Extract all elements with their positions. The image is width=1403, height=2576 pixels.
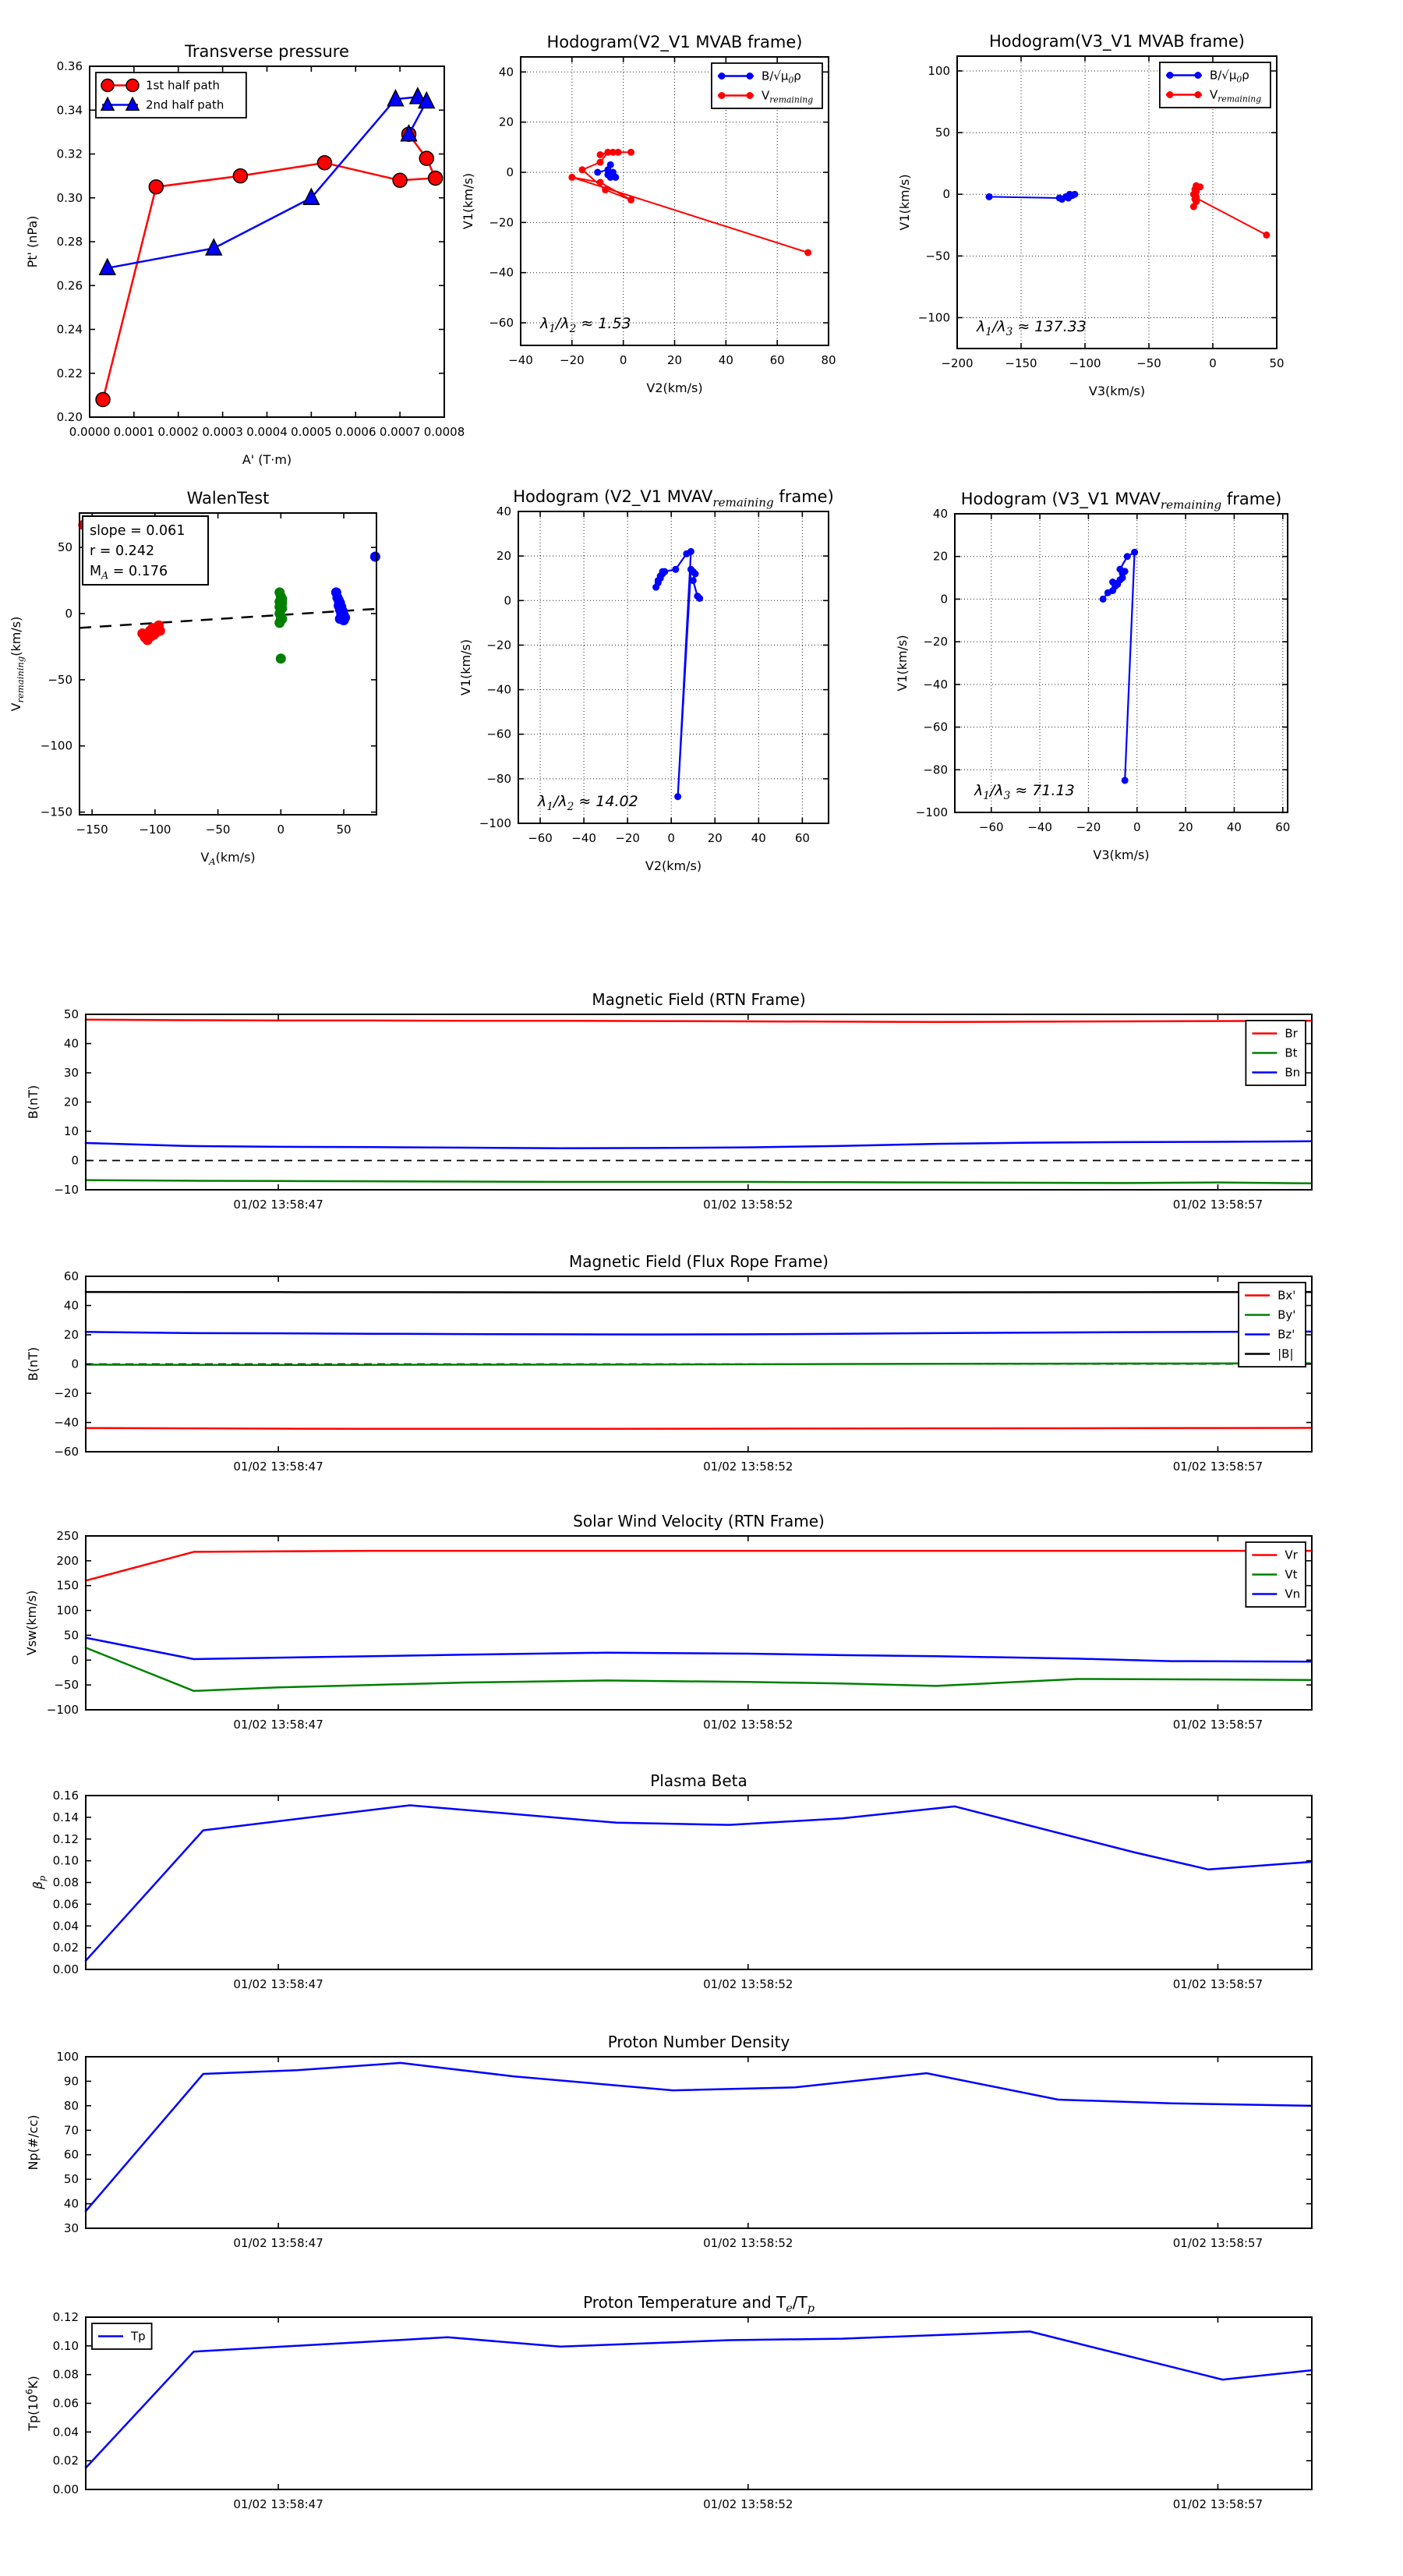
y-tick-label: 0 [65, 607, 72, 621]
x-tick-label: −150 [1005, 356, 1037, 370]
y-tick-label: −40 [486, 682, 511, 697]
y-tick-label: 0.06 [52, 1897, 79, 1912]
x-tick-label: 20 [707, 831, 723, 845]
legend-label: Vn [1285, 1587, 1301, 1601]
y-tick-label: 20 [498, 115, 514, 129]
y-tick-label: 0.08 [52, 2367, 79, 2382]
y-tick-label: −20 [54, 1386, 79, 1400]
y-axis-label: $Tp(10^6K)$ [23, 2376, 41, 2431]
marker-circle [149, 180, 163, 194]
x-tick-label: 01/02 13:58:57 [1172, 1977, 1263, 1991]
x-tick-label: −100 [1069, 356, 1101, 370]
x-tick-label: 50 [1269, 356, 1285, 370]
marker-circle [627, 196, 634, 203]
series-Bz-prime [86, 1332, 1312, 1335]
panel-title: Solar Wind Velocity (RTN Frame) [573, 1512, 825, 1530]
marker-circle [96, 393, 110, 407]
y-tick-label: 250 [56, 1529, 79, 1543]
marker-circle [1100, 596, 1107, 603]
panel-hodogram-v2v1-mvav [458, 487, 834, 873]
legend [1160, 62, 1270, 108]
y-tick-label: 0 [506, 165, 514, 179]
series-Tp [86, 2331, 1312, 2468]
axes-box [86, 1536, 1312, 1710]
x-tick-label: −20 [1076, 820, 1101, 834]
x-tick-label: 01/02 13:58:47 [233, 2497, 323, 2511]
x-tick-label: 01/02 13:58:52 [703, 2497, 793, 2511]
x-tick-label: −100 [139, 823, 171, 837]
legend [1246, 1021, 1306, 1085]
y-tick-label: −20 [486, 638, 511, 653]
panel-title: Transverse pressure [185, 42, 349, 61]
x-tick-label: 01/02 13:58:52 [703, 1198, 793, 1212]
y-tick-label: 70 [63, 2123, 79, 2138]
marker-circle [1263, 232, 1270, 239]
y-tick-label: 100 [928, 63, 950, 78]
y-tick-label: 40 [63, 2196, 79, 2211]
x-tick-label: 0.0006 [335, 425, 376, 439]
legend [712, 63, 822, 108]
legend-label: $B/√\mu_0\rho$ [761, 69, 801, 86]
legend-label: Tp [131, 2329, 146, 2344]
y-tick-label: −150 [40, 805, 72, 819]
x-tick-label: −200 [941, 356, 974, 370]
x-tick-label: 40 [751, 831, 766, 845]
marker-circle [1131, 549, 1138, 556]
y-axis-label: B(nT) [26, 1346, 41, 1382]
y-tick-label: 0.16 [52, 1789, 79, 1803]
y-tick-label: 0 [71, 1653, 79, 1668]
y-tick-label: 0.36 [56, 59, 83, 73]
legend [92, 2323, 152, 2349]
x-tick-label: 40 [718, 353, 733, 367]
y-tick-label: 0 [940, 592, 948, 607]
marker-circle [597, 159, 604, 166]
marker-circle [1166, 72, 1173, 79]
y-tick-label: 0.04 [52, 2425, 79, 2440]
y-axis-label: Np(#/cc) [26, 2114, 41, 2171]
y-tick-label: −100 [915, 805, 948, 819]
panel-hodogram-v2v1-mvab [461, 33, 836, 395]
y-tick-label: −20 [923, 635, 948, 649]
x-tick-label: 01/02 13:58:52 [703, 2236, 793, 2250]
series-V-remaining [1193, 186, 1267, 235]
x-tick-label: 0.0002 [157, 425, 199, 439]
y-tick-label: 40 [496, 504, 511, 518]
x-tick-label: 20 [1178, 820, 1193, 834]
y-tick-label: 0.30 [56, 190, 83, 205]
y-tick-label: 0.12 [52, 1831, 79, 1846]
axes-box [86, 2057, 1312, 2228]
marker-circle [597, 179, 604, 186]
y-tick-label: 60 [63, 2147, 79, 2162]
x-tick-label: 01/02 13:58:57 [1172, 1460, 1263, 1474]
marker-circle [718, 92, 725, 99]
y-tick-label: 0.08 [52, 1875, 79, 1890]
y-tick-label: 90 [63, 2074, 79, 2089]
marker-circle [317, 156, 331, 170]
x-tick-label: 0 [1133, 820, 1141, 834]
marker-circle [1190, 203, 1197, 211]
legend-label: 1st half path [146, 78, 221, 93]
series-B-magnitude [86, 1292, 1312, 1293]
y-tick-label: 0.00 [52, 2482, 79, 2496]
y-tick-label: 50 [63, 1007, 79, 1021]
y-tick-label: 0.06 [52, 2396, 79, 2411]
lambda-annotation: $\lambda_1/\lambda_3 \approx 137.33$ [977, 318, 1087, 338]
marker-circle [1116, 566, 1123, 573]
marker-circle [690, 577, 697, 584]
x-axis-label: V3(km/s) [1093, 847, 1150, 862]
y-axis-label: V1(km/s) [458, 639, 473, 696]
x-axis-label: A' (T·m) [242, 452, 292, 467]
marker-circle [692, 571, 699, 578]
y-tick-label: 50 [63, 2172, 79, 2187]
series-Bn [86, 1141, 1312, 1148]
panel-transverse-pressure [25, 42, 465, 467]
marker-circle [1193, 194, 1200, 201]
y-tick-label: 0.24 [56, 322, 83, 337]
y-tick-label: −100 [479, 816, 511, 830]
x-tick-label: 0.0005 [291, 425, 332, 439]
y-tick-label: −60 [923, 720, 948, 734]
lambda-annotation: $\lambda_1/\lambda_2 \approx 1.53$ [540, 315, 631, 335]
marker-circle [1166, 91, 1173, 98]
x-tick-label: 50 [336, 823, 352, 837]
x-tick-label: 0.0001 [113, 425, 155, 439]
series-hodogram-path [656, 551, 700, 796]
x-tick-label: 0.0004 [246, 425, 288, 439]
x-tick-label: 01/02 13:58:52 [703, 1977, 793, 1991]
x-tick-label: −50 [1136, 356, 1161, 370]
stats-line: r = 0.242 [90, 543, 155, 559]
marker-circle [1122, 777, 1129, 784]
marker-circle [696, 595, 703, 602]
series-Vn [86, 1638, 1312, 1662]
x-axis-label: V3(km/s) [1088, 384, 1146, 398]
panel-magnetic-field-rtn [26, 990, 1312, 1212]
marker-circle [674, 793, 681, 800]
lambda-annotation: $\lambda_1/\lambda_2 \approx 14.02$ [538, 793, 638, 813]
series-beta-p [86, 1806, 1312, 1961]
y-axis-label: V1(km/s) [897, 174, 912, 231]
y-tick-label: 80 [63, 2098, 79, 2113]
axes-box [86, 2317, 1312, 2489]
y-tick-label: 30 [63, 2221, 79, 2235]
y-tick-label: 150 [56, 1578, 79, 1593]
panel-hodogram-v3v1-mvav [895, 490, 1290, 862]
y-axis-label: B(nT) [26, 1085, 41, 1120]
marker-circle [746, 73, 753, 80]
y-tick-label: 0.22 [56, 366, 83, 380]
x-tick-label: −150 [76, 823, 108, 837]
y-tick-label: 40 [932, 507, 948, 521]
legend [1239, 1283, 1306, 1367]
x-tick-label: 0.0003 [202, 425, 243, 439]
axes-box [518, 511, 829, 823]
fit-dashed-line [80, 609, 376, 628]
marker-circle [607, 161, 614, 168]
series-Bt [86, 1180, 1312, 1184]
x-tick-label: 60 [769, 353, 785, 367]
stats-line: $M_A = 0.176$ [90, 564, 168, 582]
legend-label: $B/√\mu_0\rho$ [1209, 68, 1249, 85]
x-tick-label: −40 [508, 353, 533, 367]
x-tick-label: 0.0007 [379, 425, 421, 439]
y-tick-label: 0.34 [56, 103, 83, 118]
panel-title: Proton Number Density [607, 2033, 790, 2051]
series-1st-half-path [103, 134, 435, 399]
y-tick-label: 0.04 [52, 1919, 79, 1934]
y-tick-label: −40 [489, 265, 514, 280]
x-tick-label: 0 [619, 353, 627, 367]
series-Vr [86, 1551, 1312, 1580]
panel-proton-temperature [24, 2293, 1312, 2511]
marker-triangle [206, 239, 221, 255]
y-tick-label: −20 [489, 215, 514, 230]
y-axis-label: V1(km/s) [461, 172, 475, 230]
panel-title: Plasma Beta [650, 1771, 747, 1790]
y-axis-label: $\beta_p$ [30, 1875, 48, 1890]
legend-label: |B| [1278, 1346, 1294, 1361]
panel-title: Proton Temperature and $T_e/T_p$ [583, 2293, 815, 2315]
marker-circle [419, 151, 433, 165]
axes-box [955, 514, 1288, 812]
x-tick-label: 60 [794, 831, 810, 845]
stats-line: slope = 0.061 [90, 523, 186, 539]
y-tick-label: 40 [63, 1036, 79, 1051]
y-tick-label: −40 [54, 1415, 79, 1430]
y-tick-label: 100 [56, 1603, 79, 1618]
marker-circle [429, 171, 443, 185]
x-tick-label: 60 [1275, 820, 1291, 834]
marker-circle [370, 552, 380, 562]
marker-circle [274, 617, 284, 628]
y-tick-label: 20 [932, 549, 948, 564]
panel-walen-test [9, 489, 380, 867]
legend-label: Bn [1285, 1065, 1301, 1080]
y-tick-label: 20 [63, 1095, 79, 1109]
y-axis-label: $V_{remaining}(km/s)$ [9, 616, 26, 712]
y-tick-label: −50 [925, 249, 950, 264]
marker-circle [568, 174, 575, 181]
legend-label: Vt [1285, 1567, 1298, 1582]
y-tick-label: 100 [56, 2050, 79, 2064]
y-tick-label: −100 [46, 1703, 79, 1717]
y-tick-label: 0.00 [52, 1962, 79, 1976]
marker-circle [602, 186, 609, 193]
legend-label: Br [1285, 1026, 1298, 1041]
y-axis-label: Pt' (nPa) [25, 215, 40, 268]
marker-circle [661, 568, 668, 575]
marker-circle [597, 151, 604, 158]
y-tick-label: −50 [48, 672, 72, 687]
x-tick-label: 20 [666, 353, 683, 367]
x-tick-label: −20 [615, 831, 640, 845]
panel-hodogram-v3v1-mvab [897, 32, 1285, 398]
marker-circle [804, 249, 811, 256]
x-tick-label: −60 [528, 831, 553, 845]
y-tick-label: 40 [498, 65, 514, 80]
marker-circle [746, 92, 753, 99]
y-tick-label: 200 [56, 1553, 79, 1568]
panel-title: Hodogram (V3_V1 $MVAV_{remaining}$ frame) [960, 490, 1282, 512]
x-tick-label: −40 [1027, 820, 1052, 834]
x-tick-label: 01/02 13:58:52 [703, 1718, 793, 1732]
y-tick-label: −80 [923, 763, 948, 777]
marker-circle [126, 80, 139, 92]
y-tick-label: 0.02 [52, 1941, 79, 1955]
y-tick-label: 0.32 [56, 147, 83, 161]
x-tick-label: −20 [560, 353, 585, 367]
x-axis-label: V2(km/s) [646, 380, 703, 395]
y-tick-label: −40 [923, 677, 948, 692]
x-tick-label: 01/02 13:58:52 [703, 1460, 793, 1474]
y-tick-label: 0.10 [52, 2338, 79, 2353]
x-tick-label: −40 [571, 831, 596, 845]
y-tick-label: −100 [40, 738, 72, 753]
y-tick-label: 0.02 [52, 2454, 79, 2468]
panel-solar-wind-velocity [24, 1512, 1312, 1732]
marker-circle [627, 149, 634, 156]
y-tick-label: 0.10 [52, 1853, 79, 1868]
legend-label: Vr [1285, 1548, 1298, 1562]
legend-label: Bx' [1278, 1288, 1296, 1303]
x-axis-label: $V_A(km/s)$ [200, 850, 256, 867]
x-tick-label: 0 [667, 831, 675, 845]
y-tick-label: −60 [54, 1445, 79, 1459]
y-tick-label: −60 [489, 316, 514, 331]
series-Np [86, 2063, 1312, 2211]
panel-plasma-beta [30, 1771, 1312, 1991]
x-tick-label: 80 [821, 353, 836, 367]
panel-magnetic-field-fluxrope [26, 1252, 1312, 1474]
marker-circle [335, 614, 345, 624]
y-tick-label: 50 [935, 126, 950, 140]
y-tick-label: 0.14 [52, 1810, 79, 1824]
legend-label: Bt [1285, 1046, 1298, 1060]
marker-circle [1194, 72, 1201, 79]
marker-circle [1109, 579, 1116, 586]
x-tick-label: 01/02 13:58:57 [1172, 1198, 1263, 1212]
y-tick-label: −80 [486, 771, 511, 786]
y-tick-label: 60 [63, 1269, 79, 1283]
panel-title: Magnetic Field (RTN Frame) [592, 990, 806, 1009]
marker-circle [1071, 191, 1078, 198]
panel-title: Hodogram(V2_V1 MVAB frame) [546, 33, 803, 51]
marker-circle [393, 173, 407, 187]
marker-circle [718, 73, 725, 80]
x-tick-label: −50 [205, 823, 231, 837]
marker-circle [155, 626, 165, 636]
y-tick-label: −60 [486, 727, 511, 741]
x-axis-label: V2(km/s) [645, 858, 702, 873]
y-tick-label: 10 [63, 1124, 79, 1138]
x-tick-label: 0.0000 [69, 425, 111, 439]
series-By-prime [86, 1364, 1312, 1365]
marker-circle [233, 169, 247, 183]
x-tick-label: 0.0008 [423, 425, 465, 439]
marker-circle [986, 193, 993, 200]
y-tick-label: 0 [71, 1153, 79, 1168]
y-tick-label: −100 [917, 310, 950, 325]
y-axis-label: Vsw(km/s) [24, 1590, 39, 1656]
y-tick-label: 0 [942, 187, 950, 202]
x-tick-label: 01/02 13:58:57 [1172, 2236, 1263, 2250]
y-tick-label: 20 [63, 1328, 79, 1342]
x-tick-label: 01/02 13:58:47 [233, 1718, 323, 1732]
legend-label: By' [1278, 1307, 1296, 1322]
marker-circle [1194, 91, 1201, 98]
x-tick-label: 0 [277, 823, 285, 837]
series-Br [86, 1020, 1312, 1022]
marker-circle [615, 149, 622, 156]
x-tick-label: 0 [1209, 356, 1217, 370]
y-axis-label: V1(km/s) [895, 635, 910, 692]
panel-title: Magnetic Field (Flux Rope Frame) [569, 1252, 829, 1271]
y-tick-label: −10 [54, 1183, 79, 1197]
legend-label: $V_{remaining}$ [1209, 87, 1262, 104]
y-tick-label: 0.28 [56, 235, 83, 249]
legend-label: Bz' [1278, 1327, 1295, 1342]
marker-circle [579, 166, 586, 173]
y-tick-label: 20 [496, 549, 511, 564]
y-tick-label: 0 [71, 1357, 79, 1371]
y-tick-label: −50 [54, 1678, 79, 1693]
y-tick-label: 50 [57, 540, 72, 555]
y-tick-label: 0 [504, 593, 511, 608]
legend-label: $V_{remaining}$ [761, 88, 814, 105]
legend [96, 73, 246, 118]
y-tick-label: 30 [63, 1066, 79, 1080]
x-tick-label: 01/02 13:58:57 [1172, 1718, 1263, 1732]
y-tick-label: 0.12 [52, 2310, 79, 2324]
y-tick-label: 40 [63, 1298, 79, 1313]
stats-annotation [83, 516, 208, 585]
marker-circle [276, 653, 286, 663]
panel-title: WalenTest [186, 489, 270, 508]
y-tick-label: 0.26 [56, 278, 83, 293]
x-tick-label: 40 [1226, 820, 1242, 834]
x-tick-label: 01/02 13:58:47 [233, 1977, 323, 1991]
axes-box [86, 1014, 1312, 1190]
panel-proton-number-density [26, 2033, 1312, 2250]
marker-circle [610, 169, 617, 176]
lambda-annotation: $\lambda_1/\lambda_3 \approx 71.13$ [974, 782, 1075, 802]
y-tick-label: 0.20 [56, 410, 83, 424]
marker-circle [1124, 553, 1131, 560]
x-tick-label: −60 [978, 820, 1004, 834]
y-tick-label: 50 [63, 1628, 79, 1643]
x-tick-label: 01/02 13:58:57 [1172, 2497, 1263, 2511]
x-tick-label: 01/02 13:58:47 [233, 2236, 323, 2250]
marker-circle [594, 169, 601, 176]
marker-circle [687, 548, 694, 555]
x-tick-label: 01/02 13:58:47 [233, 1198, 323, 1212]
panel-title: Hodogram (V2_V1 $MVAV_{remaining}$ frame) [513, 487, 834, 510]
legend-label: 2nd half path [146, 97, 224, 112]
marker-circle [101, 80, 114, 92]
marker-circle [672, 566, 679, 573]
panel-title: Hodogram(V3_V1 MVAB frame) [989, 32, 1245, 51]
legend [1246, 1542, 1306, 1607]
x-tick-label: 01/02 13:58:47 [233, 1460, 323, 1474]
